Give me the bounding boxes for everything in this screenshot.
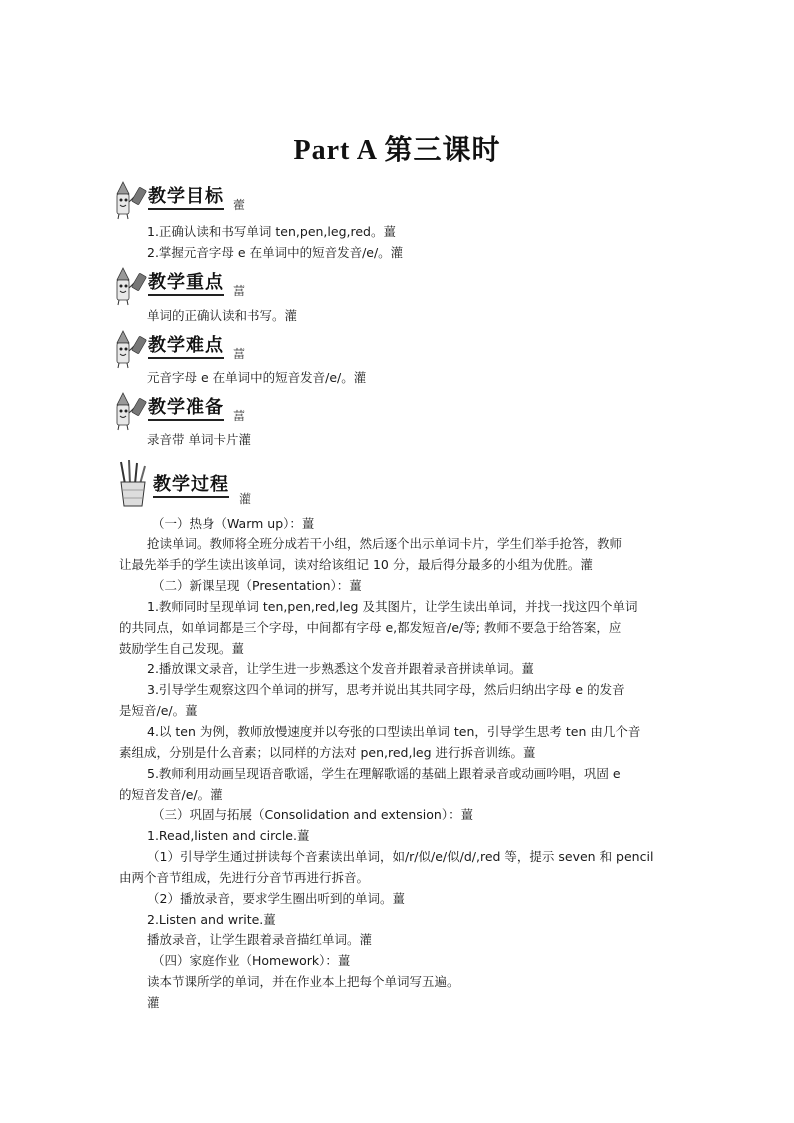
process-line-16: 1.Read,listen and circle.薑 xyxy=(147,828,310,843)
section-label-difficulties: 教学难点 xyxy=(148,335,224,359)
difficulties-line-1: 元音字母 e 在单词中的短音发音/e/。灌 xyxy=(147,370,367,385)
process-line-1: （一）热身（Warm up）：薑 xyxy=(152,516,315,531)
pencil-character-icon xyxy=(115,329,149,369)
section-mark-process: 灌 xyxy=(239,492,252,506)
pencil-character-icon xyxy=(115,266,149,306)
process-line-24: 灌 xyxy=(147,995,160,1010)
section-label-keypoints: 教学重点 xyxy=(148,272,224,296)
process-line-2: 抢读单词。教师将全班分成若干小组，然后逐个出示单词卡片，学生们举手抢答，教师 xyxy=(147,536,623,551)
process-line-12: 素组成，分别是什么音素；以同样的方法对 pen,red,leg 进行拆音训练。薑 xyxy=(119,745,536,760)
section-label-goals: 教学目标 xyxy=(148,186,224,210)
process-line-19: （2）播放录音，要求学生圈出听到的单词。薑 xyxy=(147,891,405,906)
section-heading-keypoints xyxy=(115,266,415,310)
preparation-line-1: 录音带 单词卡片灌 xyxy=(147,432,251,447)
process-line-23: 读本节课所学的单词，并在作业本上把每个单词写五遍。 xyxy=(147,974,460,989)
pencil-cup-icon xyxy=(115,460,151,508)
goals-line-2: 2.掌握元音字母 e 在单词中的短音发音/e/。灌 xyxy=(147,245,404,260)
section-label-preparation: 教学准备 xyxy=(148,397,224,421)
pencil-character-icon xyxy=(115,391,149,431)
process-line-20: 2.Listen and write.薑 xyxy=(147,912,276,927)
keypoints-line-1: 单词的正确认读和书写。灌 xyxy=(147,308,298,323)
process-line-11: 4.以 ten 为例，教师放慢速度并以夸张的口型读出单词 ten，引导学生思考 ten 由几个音 xyxy=(147,724,641,739)
process-line-17: （1）引导学生通过拼读每个音素读出单词，如/r/似/e/似/d/,red 等，提示 seven 和 pencil xyxy=(147,849,654,864)
process-line-6: 的共同点，如单词都是三个字母，中间都有字母 e,都发短音/e/等; 教师不要急于给答案，应 xyxy=(119,620,622,635)
section-mark-difficulties: 葍 xyxy=(233,347,246,361)
process-line-5: 1.教师同时呈现单词 ten,pen,red,leg 及其图片，让学生读出单词，并找一找这四个单词 xyxy=(147,599,638,614)
page-title: Part A 第三课时 xyxy=(293,135,501,166)
process-line-4: （二）新课呈现（Presentation）：薑 xyxy=(152,578,362,593)
section-label-process: 教学过程 xyxy=(153,474,229,498)
process-line-7: 鼓励学生自己发现。薑 xyxy=(119,641,245,656)
process-line-10: 是短音/e/。薑 xyxy=(119,703,198,718)
process-line-18: 由两个音节组成，先进行分音节再进行拆音。 xyxy=(119,870,370,885)
process-line-22: （四）家庭作业（Homework）：薑 xyxy=(152,953,351,968)
process-line-15: （三）巩固与拓展（Consolidation and extension）：薑 xyxy=(152,807,474,822)
goals-line-1: 1.正确认读和书写单词 ten,pen,leg,red。薑 xyxy=(147,224,396,239)
process-line-9: 3.引导学生观察这四个单词的拼写，思考并说出其共同字母，然后归纳出字母 e 的发音 xyxy=(147,682,625,697)
process-line-3: 让最先举手的学生读出该单词，读对给该组记 10 分，最后得分最多的小组为优胜。灌 xyxy=(119,557,593,572)
section-mark-goals: 藿 xyxy=(233,198,246,212)
process-line-14: 的短音发音/e/。灌 xyxy=(119,787,223,802)
section-heading-goals xyxy=(115,180,415,224)
process-line-21: 播放录音，让学生跟着录音描红单词。灌 xyxy=(147,932,373,947)
process-line-13: 5.教师利用动画呈现语音歌谣，学生在理解歌谣的基础上跟着录音或动画吟唱，巩固 e xyxy=(147,766,621,781)
section-heading-process xyxy=(115,460,415,510)
process-line-8: 2.播放课文录音，让学生进一步熟悉这个发音并跟着录音拼读单词。薑 xyxy=(147,661,534,676)
pencil-character-icon xyxy=(115,180,149,220)
section-mark-preparation: 葍 xyxy=(233,409,246,423)
section-mark-keypoints: 葍 xyxy=(233,284,246,298)
